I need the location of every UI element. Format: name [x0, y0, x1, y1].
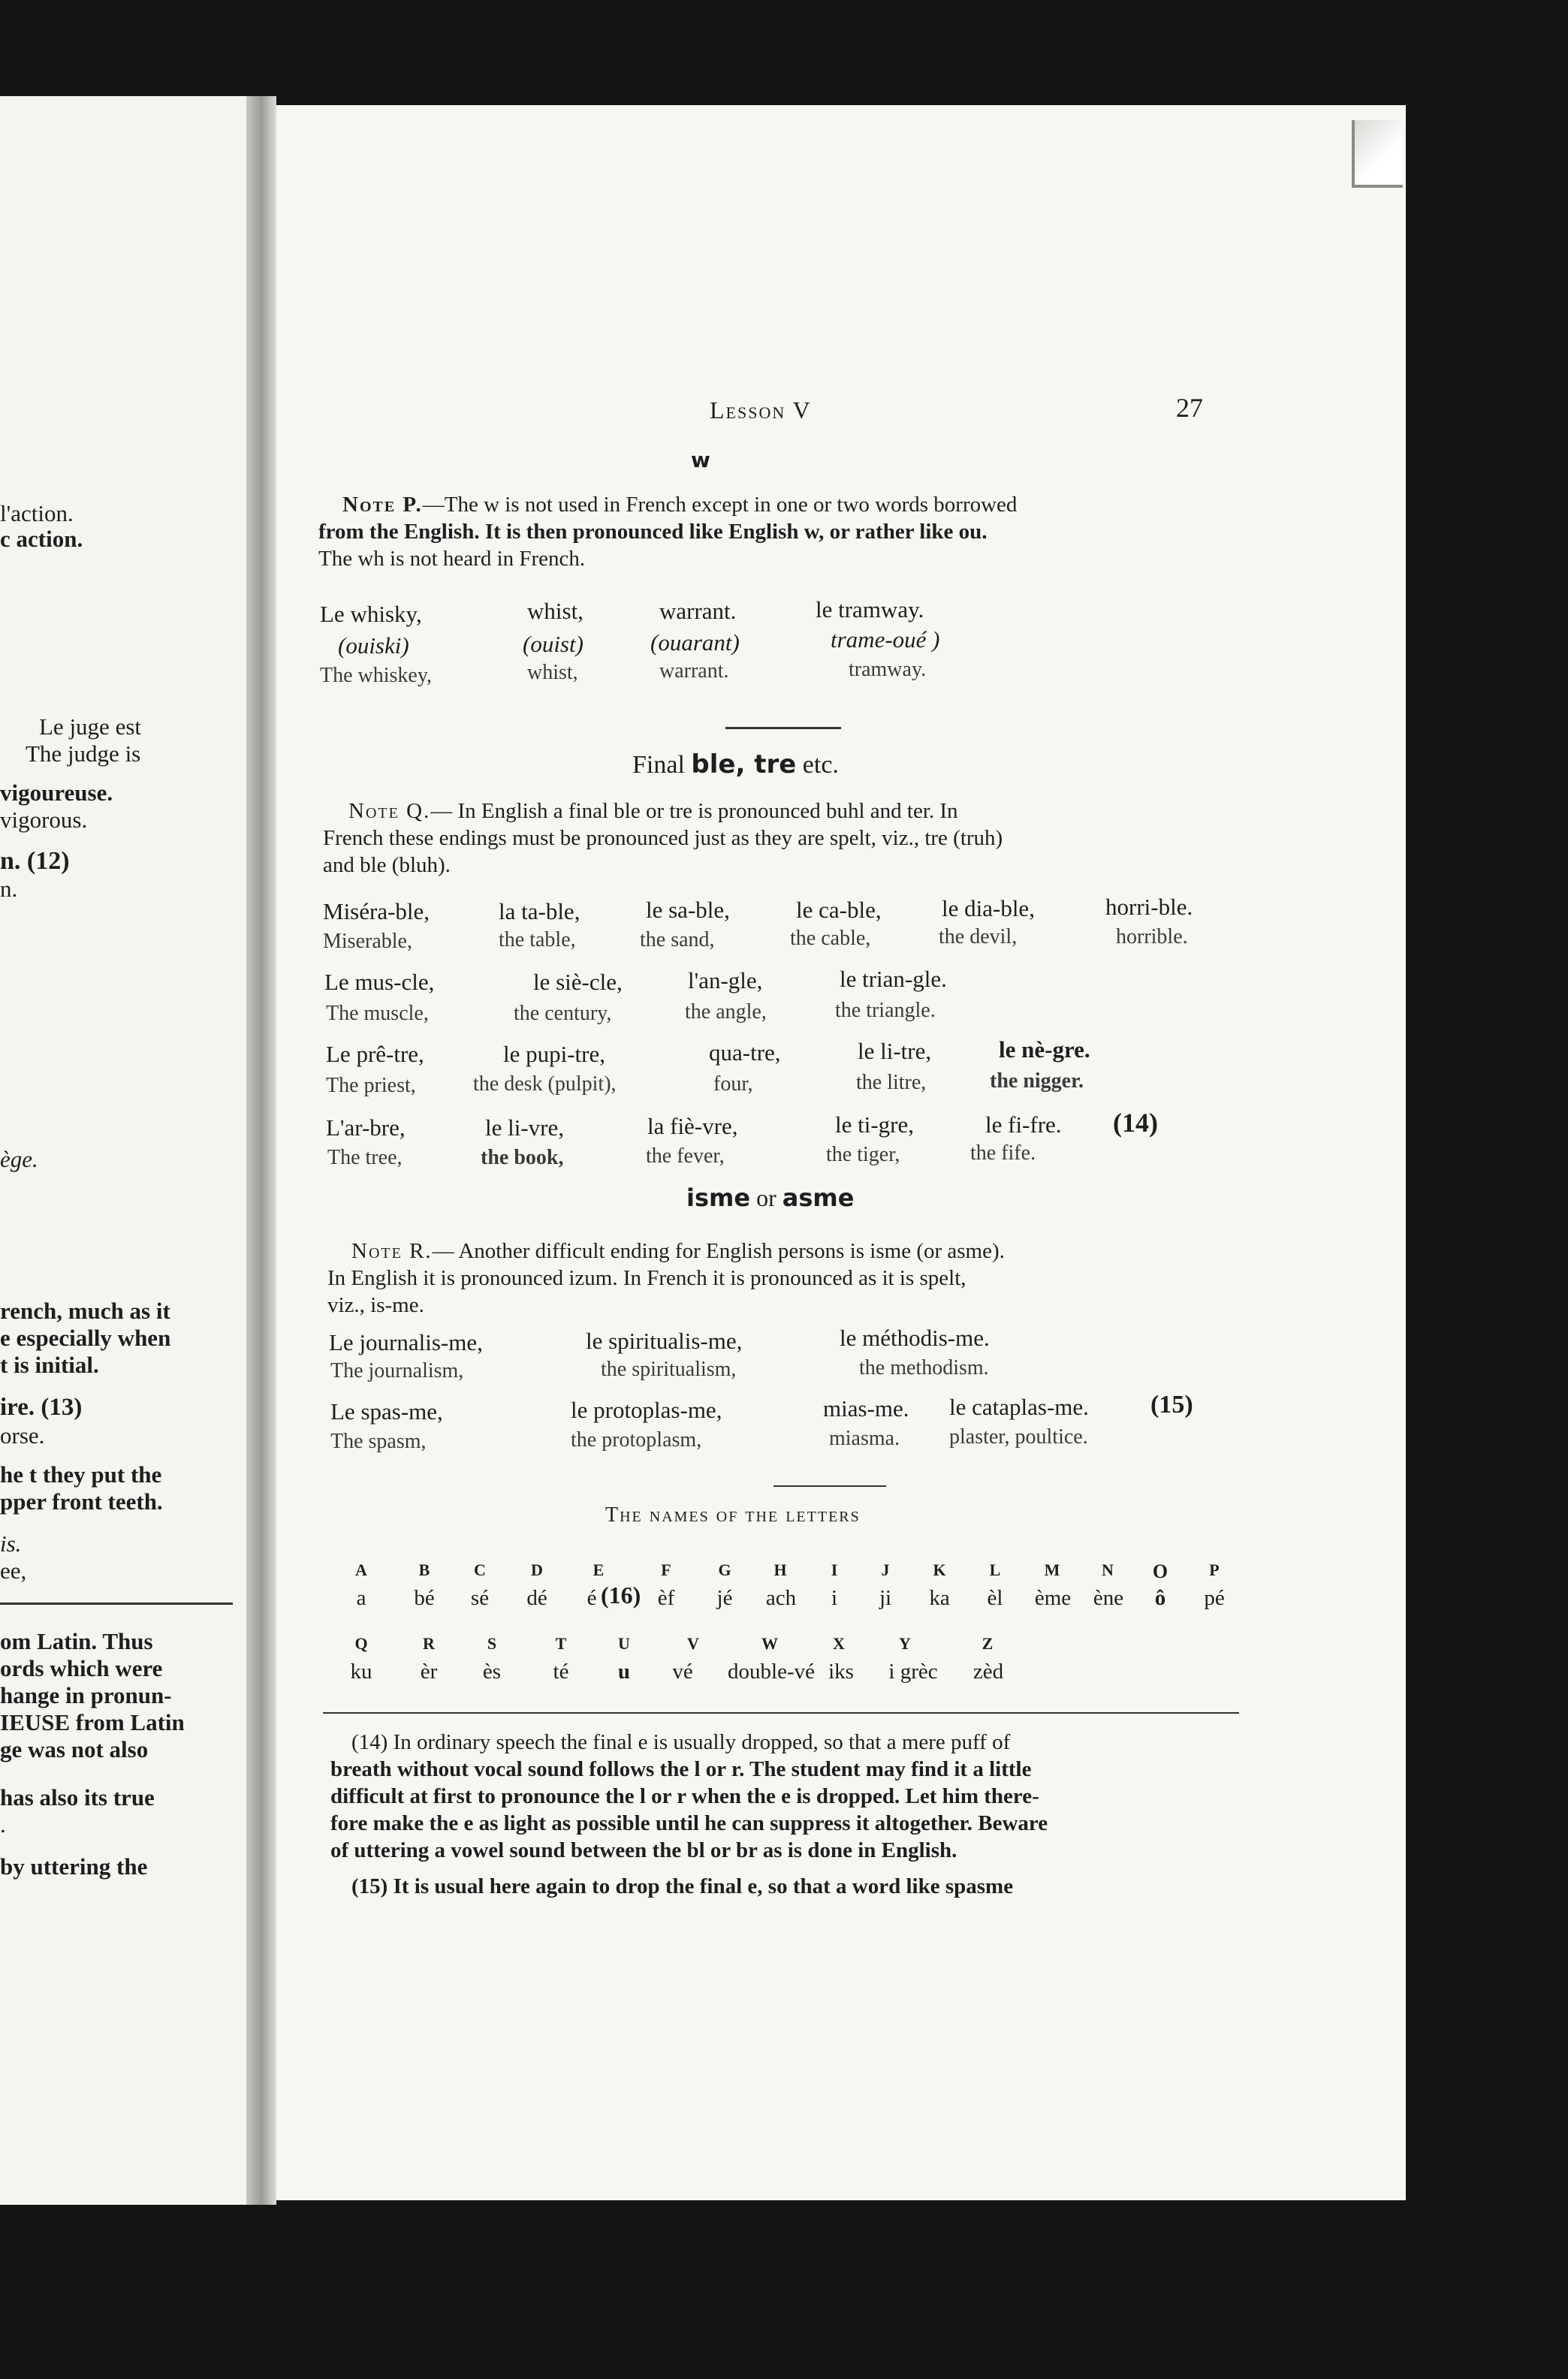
letter-glyph: K	[933, 1560, 946, 1579]
example-word: Miséra-ble,	[323, 898, 430, 924]
letter-name: èl	[987, 1586, 1003, 1610]
left-text-line: is.	[0, 1530, 22, 1557]
left-text-line: rench, much as it	[0, 1298, 170, 1324]
footnote-line: breath without vocal sound follows the l or r. The student may find it a little	[330, 1757, 1032, 1781]
letter-name: ès	[482, 1660, 502, 1684]
example-word: le trian-gle.	[840, 966, 947, 992]
translation: the spiritualism,	[601, 1358, 737, 1381]
letter-glyph: W	[761, 1634, 778, 1653]
letter-name: a	[356, 1586, 366, 1610]
letter-name: èr	[420, 1660, 438, 1684]
left-page-fragment	[0, 96, 246, 2205]
note-line: from the English. It is then pronounced like English w, or rather like ou.	[318, 520, 988, 544]
translation: The muscle,	[326, 1002, 429, 1025]
translation: the angle,	[685, 1000, 767, 1024]
note-label: Note Q.	[348, 799, 431, 823]
example-word: la fiè-vre,	[647, 1113, 738, 1139]
example-word: Le prê-tre,	[326, 1041, 424, 1067]
letter-name: sé	[470, 1586, 490, 1610]
example-word: warrant.	[659, 598, 737, 624]
left-text-line: by uttering the	[0, 1853, 148, 1880]
footnote-line: difficult at first to pronounce the l or r when the e is dropped. Let him there-	[330, 1784, 1039, 1808]
letter-name: iks	[828, 1660, 854, 1684]
translation: horrible.	[1116, 925, 1188, 948]
example-word: le protoplas-me,	[571, 1397, 722, 1423]
example-word: la ta-ble,	[499, 898, 580, 924]
letter-name: ème	[1034, 1586, 1072, 1610]
footnote-ref: (15)	[1150, 1391, 1193, 1419]
letter-glyph: S	[487, 1634, 497, 1653]
pronunciation: trame-oué )	[831, 626, 940, 653]
example-word: le pupi-tre,	[503, 1041, 606, 1067]
example-word: le li-vre,	[485, 1114, 565, 1141]
left-text-line: ire. (13)	[0, 1394, 83, 1421]
example-word: mias-me.	[823, 1395, 909, 1422]
letters-heading: The names of the letters	[605, 1503, 861, 1527]
letter-name: i	[831, 1586, 838, 1610]
letter-name: èf	[657, 1586, 675, 1610]
note-line: — Another difficult ending for English persons is isme (or asme).	[432, 1239, 1005, 1263]
left-text-line: The judge is	[26, 740, 141, 767]
letter-glyph: N	[1102, 1560, 1114, 1579]
heading-text: etc.	[802, 751, 839, 779]
translation: the methodism.	[859, 1356, 989, 1379]
translation: the table,	[499, 928, 576, 951]
translation: warrant.	[659, 659, 729, 683]
example-word: Le journalis-me,	[329, 1329, 483, 1355]
letter-glyph: B	[418, 1560, 430, 1579]
translation: The spasm,	[330, 1430, 427, 1453]
translation: tramway.	[849, 658, 927, 681]
pronunciation: (ouiski)	[338, 632, 409, 659]
left-text-line: ège.	[0, 1146, 38, 1172]
left-text-line: l'action.	[0, 500, 74, 526]
translation: the tiger,	[826, 1143, 900, 1166]
left-text-line: om Latin. Thus	[0, 1628, 153, 1654]
note-line: French these endings must be pronounced just as they are spelt, viz., tre (truh)	[323, 826, 1003, 850]
left-text-line: has also its true	[0, 1784, 155, 1811]
letter-glyph: P	[1209, 1560, 1220, 1579]
example-word: le tramway.	[816, 596, 924, 623]
translation: plaster, poultice.	[949, 1425, 1088, 1449]
translation: the century,	[514, 1002, 612, 1025]
letter-name: ach	[765, 1586, 797, 1610]
translation: whist,	[527, 661, 578, 684]
translation: four,	[713, 1072, 753, 1096]
example-word: le ti-gre,	[835, 1111, 915, 1138]
left-divider	[0, 1603, 233, 1605]
letter-name: dé	[526, 1586, 547, 1610]
example-word: L'ar-bre,	[326, 1114, 406, 1141]
translation: the nigger.	[990, 1069, 1084, 1093]
pronunciation: (ouist)	[523, 631, 583, 657]
letter-glyph: T	[555, 1634, 567, 1653]
letter-name: ô	[1154, 1586, 1166, 1610]
section-heading-w: w	[691, 448, 710, 472]
footnote-ref: (16)	[601, 1581, 641, 1609]
letter-name: u	[617, 1660, 631, 1684]
heading-text: Final	[632, 751, 685, 779]
example-word: le nè-gre.	[999, 1036, 1090, 1063]
letter-glyph: G	[718, 1560, 731, 1579]
letter-name: ka	[929, 1586, 950, 1610]
left-text-line: orse.	[0, 1422, 45, 1449]
letter-glyph: V	[687, 1634, 699, 1653]
translation: The tree,	[327, 1146, 403, 1169]
example-word: Le spas-me,	[330, 1398, 443, 1425]
left-text-line: c action.	[0, 526, 83, 552]
letter-glyph: H	[773, 1560, 787, 1579]
letter-glyph: X	[833, 1634, 845, 1653]
letter-name: té	[553, 1660, 569, 1684]
translation: the litre,	[856, 1071, 927, 1094]
page-corner-fold	[1352, 120, 1403, 188]
letter-name: vé	[672, 1660, 693, 1684]
letter-name: pé	[1204, 1586, 1225, 1610]
example-word: le siè-cle,	[533, 969, 623, 995]
note-line: and ble (bluh).	[323, 853, 451, 877]
section-divider	[773, 1485, 886, 1487]
letter-glyph: M	[1044, 1560, 1060, 1579]
letter-glyph: Q	[354, 1634, 368, 1653]
footnote-line: fore make the e as light as possible until he can suppress it altogether. Beware	[330, 1811, 1048, 1835]
example-word: l'an-gle,	[688, 967, 763, 994]
footnote-line: (15) It is usual here again to drop the final e, so that a word like spasme	[351, 1874, 1014, 1898]
letter-name: ène	[1093, 1586, 1124, 1610]
note-label: Note P.	[342, 493, 423, 517]
heading-text: isme	[686, 1183, 751, 1212]
letter-name: double-vé	[728, 1660, 815, 1684]
example-word: le spiritualis-me,	[586, 1328, 743, 1354]
translation: miasma.	[829, 1427, 900, 1450]
left-text-line: n. (12)	[0, 847, 70, 875]
left-text-line: ge was not also	[0, 1736, 149, 1762]
left-text-line: .	[0, 1811, 6, 1838]
translation: the fever,	[646, 1144, 725, 1168]
section-heading-isme-asme	[686, 1183, 854, 1212]
note-r	[351, 1238, 1005, 1265]
note-label: Note R.	[351, 1239, 433, 1263]
letter-glyph: Z	[982, 1634, 994, 1653]
left-text-line: vigorous.	[0, 807, 88, 833]
letter-name: é	[586, 1586, 597, 1610]
left-text-line: ords which were	[0, 1655, 163, 1681]
heading-text: ble, tre	[691, 749, 797, 779]
letter-name: zèd	[972, 1660, 1004, 1684]
book-gutter	[246, 96, 276, 2205]
example-word: le méthodis-me.	[840, 1325, 990, 1351]
letter-glyph: D	[531, 1560, 543, 1579]
letter-glyph: F	[661, 1560, 671, 1579]
translation: the protoplasm,	[571, 1428, 702, 1452]
letter-name: ji	[879, 1586, 892, 1610]
section-divider	[725, 727, 841, 729]
translation: The whiskey,	[320, 664, 433, 687]
translation: the fife.	[970, 1141, 1036, 1165]
translation: the devil,	[939, 925, 1018, 948]
note-line: —The w is not used in French except in one or two words borrowed	[422, 493, 1018, 517]
example-word: horri-ble.	[1105, 894, 1193, 920]
letter-glyph: I	[831, 1560, 838, 1579]
letter-glyph: L	[989, 1560, 1001, 1579]
left-text-line: n.	[0, 876, 18, 902]
note-p	[342, 491, 1017, 518]
footnote-line: of uttering a vowel sound between the bl or br as is done in English.	[330, 1838, 957, 1862]
page-number: 27	[1176, 393, 1203, 423]
translation: The journalism,	[330, 1359, 464, 1382]
heading-text: or	[756, 1184, 776, 1211]
note-line: — In English a final ble or tre is pronounced buhl and ter. In	[430, 799, 958, 823]
letter-glyph: J	[881, 1560, 890, 1579]
translation: the triangle.	[835, 999, 936, 1022]
example-word: le ca-ble,	[796, 897, 882, 923]
example-word: le dia-ble,	[942, 895, 1035, 921]
note-q	[348, 798, 958, 825]
example-word: whist,	[527, 598, 583, 624]
translation: the desk (pulpit),	[473, 1072, 617, 1096]
translation: Miserable,	[323, 930, 412, 953]
letter-glyph: A	[355, 1560, 367, 1579]
footnote-line: (14) In ordinary speech the final e is usually dropped, so that a mere puff of	[351, 1730, 1011, 1754]
letter-glyph: E	[593, 1560, 605, 1579]
letter-name: jé	[716, 1586, 733, 1610]
letter-glyph: U	[618, 1634, 630, 1653]
example-word: le cataplas-me.	[949, 1394, 1089, 1420]
example-word: Le whisky,	[320, 601, 422, 627]
left-text-line: he t they put the	[0, 1461, 162, 1488]
translation: the sand,	[640, 928, 715, 951]
letter-glyph: O	[1152, 1560, 1168, 1582]
footnote-divider	[323, 1712, 1239, 1714]
left-text-line: t is initial.	[0, 1352, 99, 1378]
letter-name: bé	[414, 1586, 435, 1610]
left-text-line: hange in pronun-	[0, 1682, 172, 1708]
example-word: le fi-fre.	[985, 1111, 1062, 1138]
running-header: Lesson V	[710, 396, 812, 424]
heading-text: asme	[782, 1183, 855, 1212]
example-word: le li-tre,	[858, 1038, 932, 1064]
pronunciation: (ouarant)	[650, 629, 740, 656]
note-line: The wh is not heard in French.	[318, 547, 586, 571]
left-text-line: IEUSE from Latin	[0, 1709, 185, 1735]
note-line: In English it is pronounced izum. In French it is pronounced as it is spelt,	[327, 1266, 966, 1290]
left-text-line: vigoureuse.	[0, 779, 113, 806]
letter-glyph: C	[474, 1560, 486, 1579]
example-word: qua-tre,	[709, 1039, 781, 1066]
letter-glyph: R	[423, 1634, 435, 1653]
left-text-line: e especially when	[0, 1325, 171, 1351]
translation: the book,	[481, 1146, 564, 1169]
note-line: viz., is-me.	[327, 1293, 424, 1317]
section-heading-ble-tre	[632, 749, 839, 779]
example-word: le sa-ble,	[646, 897, 730, 923]
example-word: Le mus-cle,	[324, 969, 435, 995]
translation: the cable,	[790, 927, 871, 950]
left-text-line: pper front teeth.	[0, 1488, 163, 1515]
footnote-ref: (14)	[1113, 1108, 1158, 1138]
translation: The priest,	[326, 1074, 416, 1097]
letter-name: i grèc	[888, 1660, 938, 1684]
letter-glyph: Y	[899, 1634, 911, 1653]
left-text-line: Le juge est	[39, 713, 142, 740]
letter-name: ku	[350, 1660, 372, 1684]
left-text-line: ee,	[0, 1557, 27, 1584]
